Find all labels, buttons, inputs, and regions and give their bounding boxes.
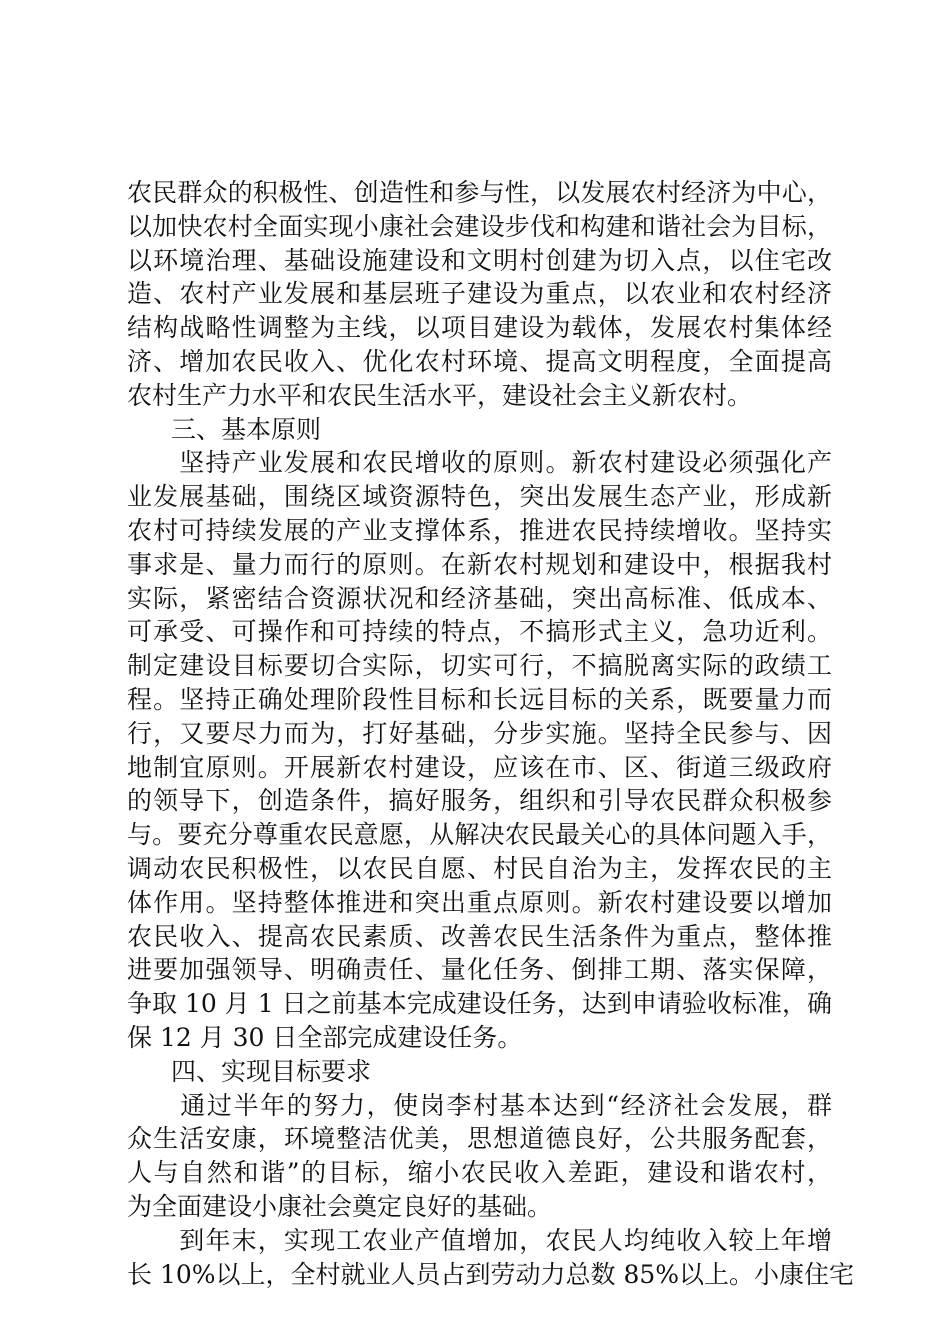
text-line: 众生活安康，环境整洁优美，思想道德良好，公共服务配套， — [127, 1124, 832, 1154]
paragraph-targets — [127, 1089, 832, 1224]
text-line: 农民群众的积极性、创造性和参与性，以发展农村经济为中心， — [127, 178, 832, 207]
text-line: 农民收入、提高农民素质、改善农民生活条件为重点，整体推 — [127, 921, 832, 951]
paragraph-principles — [127, 446, 832, 1054]
text-line: 农村生产力水平和农民生活水平，建设社会主义新农村。 — [127, 380, 753, 410]
text-line: 制定建设目标要切合实际，切实可行，不搞脱离实际的政绩工 — [127, 651, 832, 681]
text-line: 农村可持续发展的产业支撑体系，推进农民持续增收。坚持实 — [127, 515, 832, 545]
text-line: 争取 10 月 1 日之前基本完成建设任务，达到申请验收标准，确 — [127, 989, 832, 1019]
section-heading-basic-principles — [127, 413, 832, 447]
text-line: 与。要充分尊重农民意愿，从解决农民最关心的具体问题入手， — [127, 820, 832, 850]
text-line: 调动农民积极性，以农民自愿、村民自治为主，发挥农民的主 — [127, 853, 832, 883]
text-line: 地制宜原则。开展新农村建设，应该在市、区、街道三级政府 — [127, 752, 832, 782]
text-line: 进要加强领导、明确责任、量化任务、倒排工期、落实保障， — [127, 955, 832, 985]
text-line: 结构战略性调整为主线，以项目建设为载体，发展农村集体经 — [127, 313, 832, 343]
text-line: 造、农村产业发展和基层班子建设为重点，以农业和农村经济 — [127, 279, 832, 309]
text-line: 实际，紧密结合资源状况和经济基础，突出高标准、低成本、 — [127, 583, 832, 613]
text-line: 可承受、可操作和可持续的特点，不搞形式主义，急功近利。 — [127, 617, 832, 647]
text-line: 体作用。坚持整体推进和突出重点原则。新农村建设要以增加 — [127, 887, 832, 917]
text-line: 业发展基础，围绕区域资源特色，突出发展生态产业，形成新 — [127, 482, 832, 512]
text-line: 通过半年的努力，使岗李村基本达到“经济社会发展，群 — [127, 1090, 832, 1120]
heading-text: 四、实现目标要求 — [171, 1056, 372, 1086]
text-line: 的领导下，创造条件，搞好服务，组织和引导农民群众积极参 — [127, 786, 832, 816]
text-line: 为全面建设小康社会奠定良好的基础。 — [127, 1191, 553, 1221]
text-line: 以加快农村全面实现小康社会建设步伐和构建和谐社会为目标， — [127, 211, 832, 241]
text-line: 以环境治理、基础设施建设和文明村创建为切入点，以住宅改 — [127, 245, 832, 275]
text-line: 行，又要尽力而为，打好基础，分步实施。坚持全民参与、因 — [127, 718, 832, 748]
paragraph-goals-continued — [127, 176, 832, 413]
text-line: 到年末，实现工农业产值增加，农民人均纯收入较上年增 — [127, 1225, 832, 1255]
text-line: 保 12 月 30 日全部完成建设任务。 — [127, 1022, 523, 1052]
text-line: 长 10%以上，全村就业人员占到劳动力总数 85%以上。小康住宅 — [127, 1259, 855, 1289]
text-line: 事求是、量力而行的原则。在新农村规划和建设中，根据我村 — [127, 549, 832, 579]
text-line: 程。坚持正确处理阶段性目标和长远目标的关系，既要量力而 — [127, 684, 832, 714]
text-line: 济、增加农民收入、优化农村环境、提高文明程度，全面提高 — [127, 346, 832, 376]
text-line: 人与自然和谐”的目标，缩小农民收入差距，建设和谐农村， — [127, 1158, 832, 1188]
paragraph-year-end — [127, 1224, 855, 1292]
document-page — [127, 176, 855, 1291]
section-heading-target-requirements — [127, 1055, 832, 1089]
text-line: 坚持产业发展和农民增收的原则。新农村建设必须强化产 — [127, 448, 832, 478]
heading-text: 三、基本原则 — [171, 414, 322, 444]
